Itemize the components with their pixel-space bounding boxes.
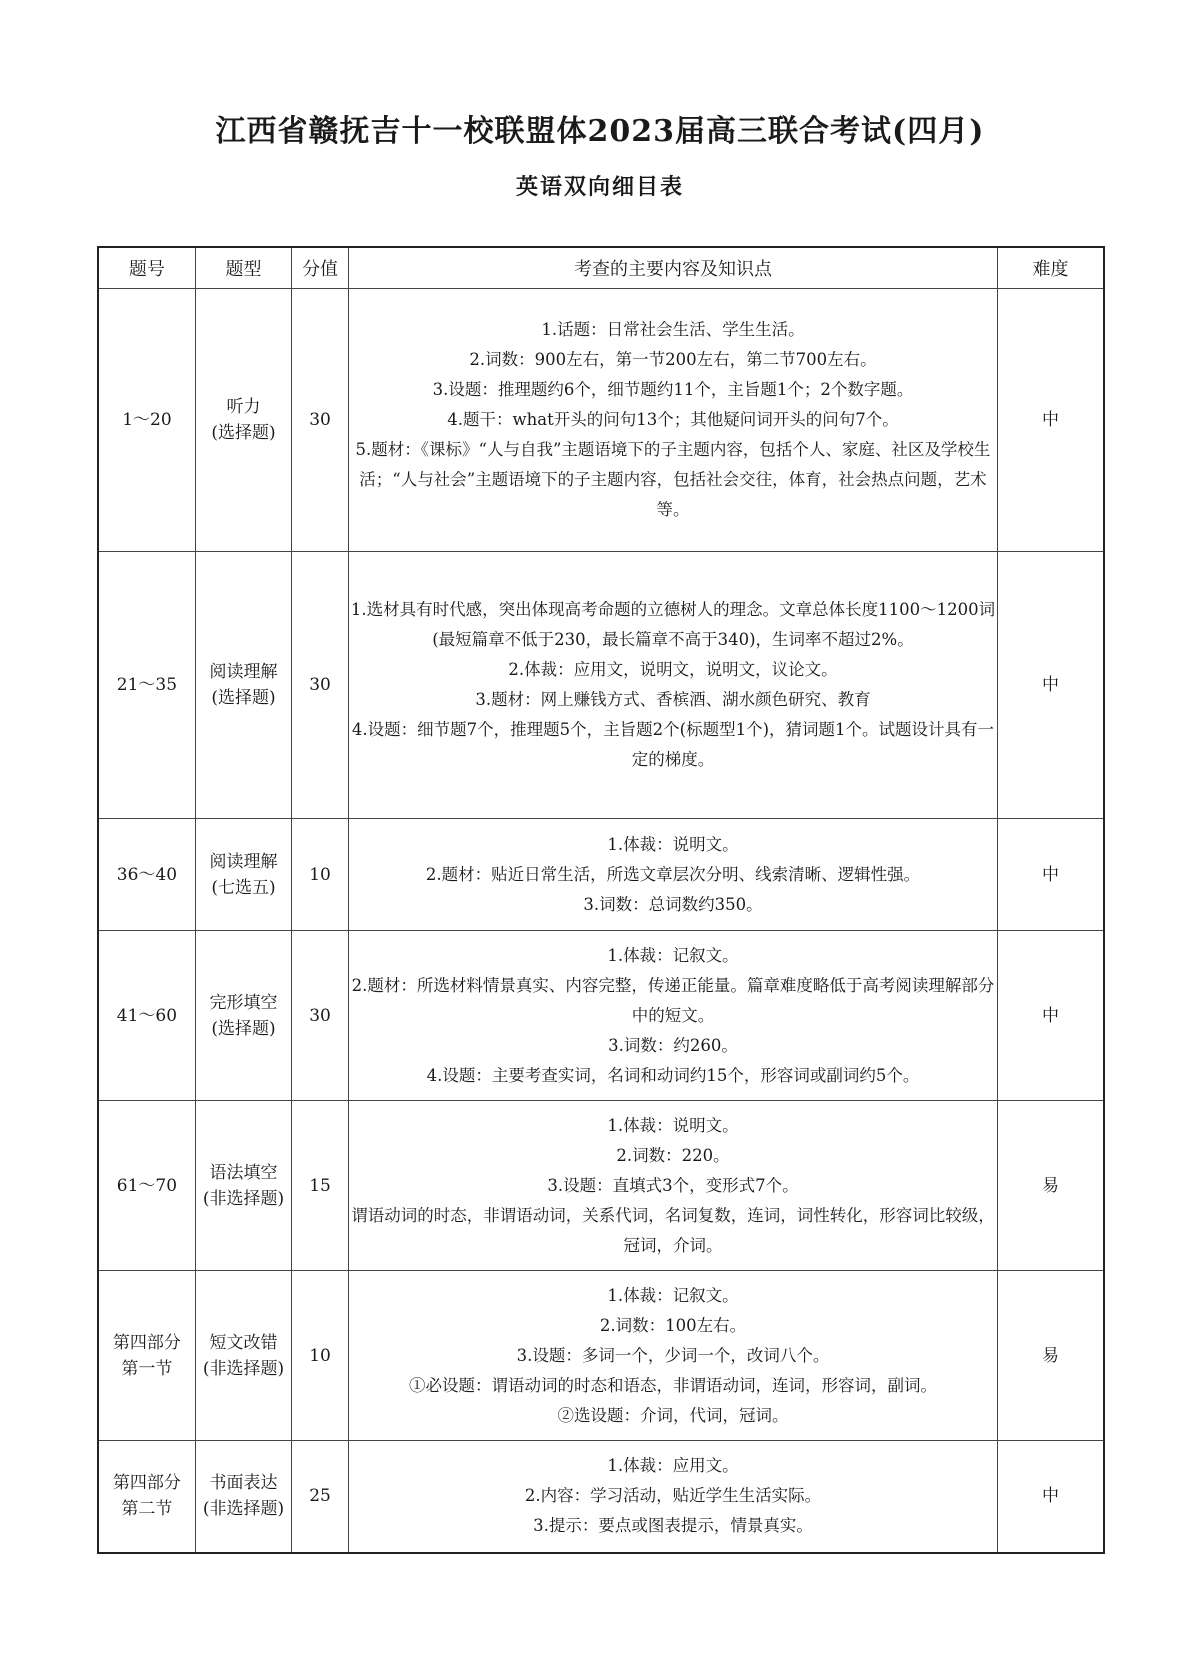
content-line: 谓语动词的时态，非谓语动词，关系代词，名词复数，连词，词性转化，形容词比较级，冠词，介词。 <box>351 1205 995 1255</box>
question-number-cell <box>98 552 195 819</box>
content-line: 2.题材：贴近日常生活，所选文章层次分明、线索清晰、逻辑性强。 <box>425 864 921 884</box>
score-cell: 30 <box>292 289 349 552</box>
content-line: 3.设题：多词一个，少词一个，改词八个。 <box>516 1345 830 1365</box>
question-type-cell <box>195 1101 291 1271</box>
question-type: (非选择题) <box>202 1358 285 1379</box>
question-type: (选择题) <box>211 1018 276 1039</box>
table-body <box>98 289 1104 1553</box>
question-number-cell <box>98 1101 195 1271</box>
question-type: 书面表达 <box>209 1473 278 1494</box>
question-number: 1～20 <box>122 410 172 430</box>
question-type-cell <box>195 1271 291 1441</box>
content-line: 2.词数：220。 <box>616 1145 730 1165</box>
content-cell <box>348 1271 997 1441</box>
content-cell <box>348 819 997 931</box>
difficulty-cell: 易 <box>997 1101 1104 1271</box>
difficulty-cell: 中 <box>997 289 1104 552</box>
question-number: 第四部分 <box>112 1473 181 1494</box>
document-subtitle: 英语双向细目表 <box>515 175 684 200</box>
question-number: 36～40 <box>116 864 178 885</box>
question-type-cell <box>195 289 291 552</box>
table-header-row <box>98 247 1104 289</box>
table-row <box>98 819 1104 931</box>
content-line: 2.内容：学习活动，贴近学生生活实际。 <box>524 1486 822 1506</box>
table-row <box>98 289 1104 552</box>
content-line: ②选设题：介词，代词，冠词。 <box>557 1405 789 1425</box>
question-number-cell <box>98 931 195 1101</box>
content-cell <box>348 289 997 552</box>
content-line: 1.选材具有时代感，突出体现高考命题的立德树人的理念。文章总体长度1100～1200词(最短篇章不低于230，最长篇章不高于340)，生词率不超过2%。 <box>350 600 996 649</box>
question-number: 41～60 <box>116 1005 178 1026</box>
score-cell: 10 <box>292 819 349 931</box>
question-number-cell <box>98 1441 195 1553</box>
document-title: 江西省赣抚吉十一校联盟体2023届高三联合考试(四月) <box>215 114 985 149</box>
content-cell <box>348 1441 997 1553</box>
question-number: 第二节 <box>121 1499 173 1520</box>
question-type-cell <box>195 552 291 819</box>
content-line: 1.话题：日常社会生活、学生生活。 <box>541 320 805 339</box>
difficulty-cell: 中 <box>997 931 1104 1101</box>
question-type: 短文改错 <box>209 1332 278 1353</box>
spec-table <box>97 246 1105 1554</box>
question-number: 61～70 <box>116 1175 178 1196</box>
score-cell: 25 <box>292 1441 349 1553</box>
content-line: 2.词数：900左右，第一节200左右，第二节700左右。 <box>469 350 877 369</box>
content-line: 1.体裁：说明文。 <box>607 1115 739 1135</box>
table-row <box>98 552 1104 819</box>
content-line: 4.题干：what开头的问句13个；其他疑问词开头的问句7个。 <box>447 410 899 429</box>
header-difficulty: 难度 <box>997 247 1104 289</box>
difficulty-cell: 中 <box>997 552 1104 819</box>
content-line: 5.题材：《课标》“人与自我”主题语境下的子主题内容，包括个人、家庭、社区及学校生活；“人与社会”主题语境下的子主题内容，包括社会交往，体育，社会热点问题，艺术等。 <box>355 440 991 519</box>
score-cell: 10 <box>292 1271 349 1441</box>
question-type: (七选五) <box>211 877 276 898</box>
question-type: 听力 <box>226 397 261 417</box>
question-type: (选择题) <box>211 423 276 443</box>
table-row <box>98 1271 1104 1441</box>
content-line: 1.体裁：记叙文。 <box>607 1285 739 1305</box>
content-cell <box>348 552 997 819</box>
header-number: 题号 <box>98 247 195 289</box>
question-type: (非选择题) <box>202 1188 285 1209</box>
question-type: 完形填空 <box>209 992 278 1013</box>
difficulty-cell: 中 <box>997 819 1104 931</box>
question-type: (非选择题) <box>202 1499 285 1520</box>
question-type-cell <box>195 931 291 1101</box>
header-content: 考查的主要内容及知识点 <box>348 247 997 289</box>
content-line: 2.题材：所选材料情景真实、内容完整，传递正能量。篇章难度略低于高考阅读理解部分中的短文。 <box>351 975 995 1025</box>
header-score: 分值 <box>292 247 349 289</box>
content-line: ①必设题：谓语动词的时态和语态，非谓语动词，连词，形容词，副词。 <box>408 1375 937 1395</box>
difficulty-cell: 易 <box>997 1271 1104 1441</box>
question-type: 阅读理解 <box>209 662 278 682</box>
content-line: 2.体裁：应用文，说明文，说明文，议论文。 <box>508 660 838 679</box>
table-row <box>98 1441 1104 1553</box>
content-line: 3.词数：总词数约350。 <box>583 894 763 914</box>
table-row <box>98 1101 1104 1271</box>
question-type: 语法填空 <box>209 1162 278 1183</box>
content-line: 1.体裁：说明文。 <box>607 834 739 854</box>
question-number-cell <box>98 289 195 552</box>
question-number-cell <box>98 1271 195 1441</box>
question-number: 第四部分 <box>112 1332 181 1353</box>
content-line: 3.提示：要点或图表提示，情景真实。 <box>533 1516 813 1536</box>
content-line: 1.体裁：应用文。 <box>607 1456 739 1476</box>
question-number: 21～35 <box>116 675 178 695</box>
content-cell <box>348 1101 997 1271</box>
question-number-cell <box>98 819 195 931</box>
content-line: 4.设题：细节题7个，推理题5个，主旨题2个(标题型1个)，猜词题1个。试题设计具有一定的梯度。 <box>351 720 995 769</box>
question-type-cell <box>195 819 291 931</box>
score-cell: 15 <box>292 1101 349 1271</box>
header-type: 题型 <box>195 247 291 289</box>
content-line: 2.词数：100左右。 <box>599 1315 747 1335</box>
question-type: (选择题) <box>211 688 276 708</box>
content-line: 1.体裁：记叙文。 <box>607 945 739 965</box>
question-number: 第一节 <box>121 1358 173 1379</box>
score-cell: 30 <box>292 931 349 1101</box>
difficulty-cell: 中 <box>997 1441 1104 1553</box>
content-line: 3.题材：网上赚钱方式、香槟酒、湖水颜色研究、教育 <box>475 690 871 709</box>
question-type: 阅读理解 <box>209 851 278 872</box>
content-line: 4.设题：主要考查实词，名词和动词约15个，形容词或副词约5个。 <box>426 1065 920 1085</box>
question-type-cell <box>195 1441 291 1553</box>
score-cell: 30 <box>292 552 349 819</box>
content-line: 3.词数：约260。 <box>608 1035 738 1055</box>
content-line: 3.设题：直填式3个，变形式7个。 <box>547 1175 799 1195</box>
content-cell <box>348 931 997 1101</box>
table-row <box>98 931 1104 1101</box>
content-line: 3.设题：推理题约6个，细节题约11个，主旨题1个；2个数字题。 <box>432 380 914 399</box>
